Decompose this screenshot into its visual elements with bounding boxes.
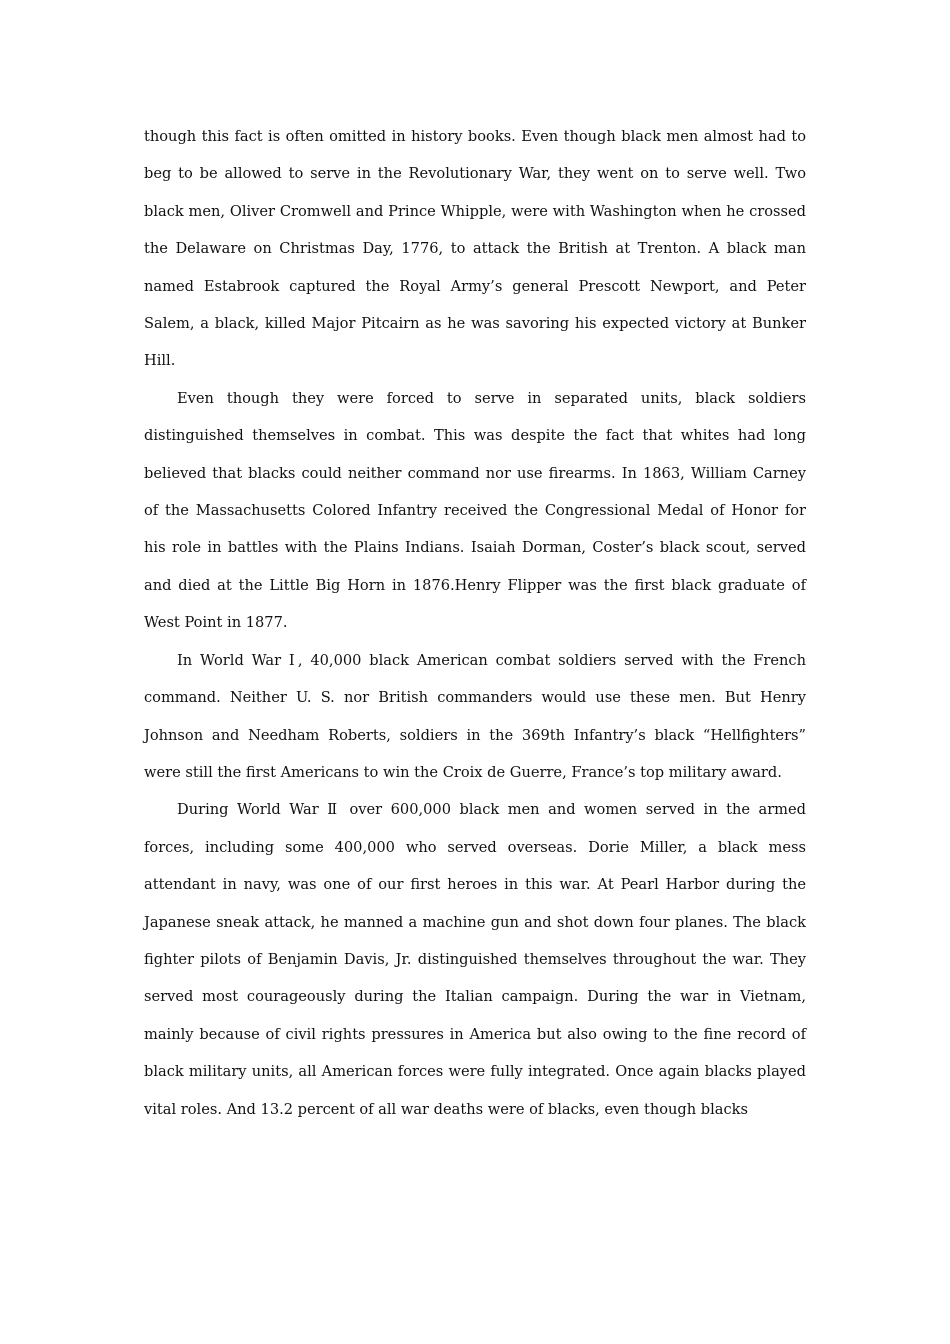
document-page xyxy=(144,118,806,1128)
paragraph-world-war-1: In World War Ⅰ, 40,000 black American combat soldiers served with the French command. Neither U. S. nor British commanders would use these men. But Henry Johnson and Needham Roberts, soldiers in the 369th Infantry’s black “Hellfighters” were still the first Americans to win the Croix de Guerre, France’s top military award. xyxy=(144,651,806,781)
paragraph-world-war-2-vietnam: During World War Ⅱ over 600,000 black men and women served in the armed forces, including some 400,000 who served overseas. Dorie Miller, a black mess attendant in navy, was one of our first heroes in this war. At Pearl Harbor during the Japanese sneak attack, he manned a machine gun and shot down four planes. The black fighter pilots of Benjamin Davis, Jr. distinguished themselves throughout the war. They served most courageously during the Italian campaign. During the war in Vietnam, mainly because of civil rights pressures in America but also owing to the fine record of black military units, all American forces were fully integrated. Once again blacks played vital roles. And 13.2 percent of all war deaths were of blacks, even though blacks xyxy=(144,801,806,1118)
paragraph-revolutionary-war: though this fact is often omitted in history books. Even though black men almost had to beg to be allowed to serve in the Revolutionary War, they went on to serve well. Two black men, Oliver Cromwell and Prince Whipple, were with Washington when he crossed the Delaware on Christmas Day, 1776, to attack the British at Trenton. A black man named Estabrook captured the Royal Army’s general Prescott Newport, and Peter Salem, a black, killed Major Pitcairn as he was savoring his expected victory at Bunker Hill. xyxy=(144,128,806,370)
paragraph-civil-war-era: Even though they were forced to serve in separated units, black soldiers distinguished themselves in combat. This was despite the fact that whites had long believed that blacks could neither command nor use firearms. In 1863, William Carney of the Massachusetts Colored Infantry received the Congressional Medal of Honor for his role in battles with the Plains Indians. Isaiah Dorman, Coster’s black scout, served and died at the Little Big Horn in 1876.Henry Flipper was the first black graduate of West Point in 1877. xyxy=(144,389,806,632)
